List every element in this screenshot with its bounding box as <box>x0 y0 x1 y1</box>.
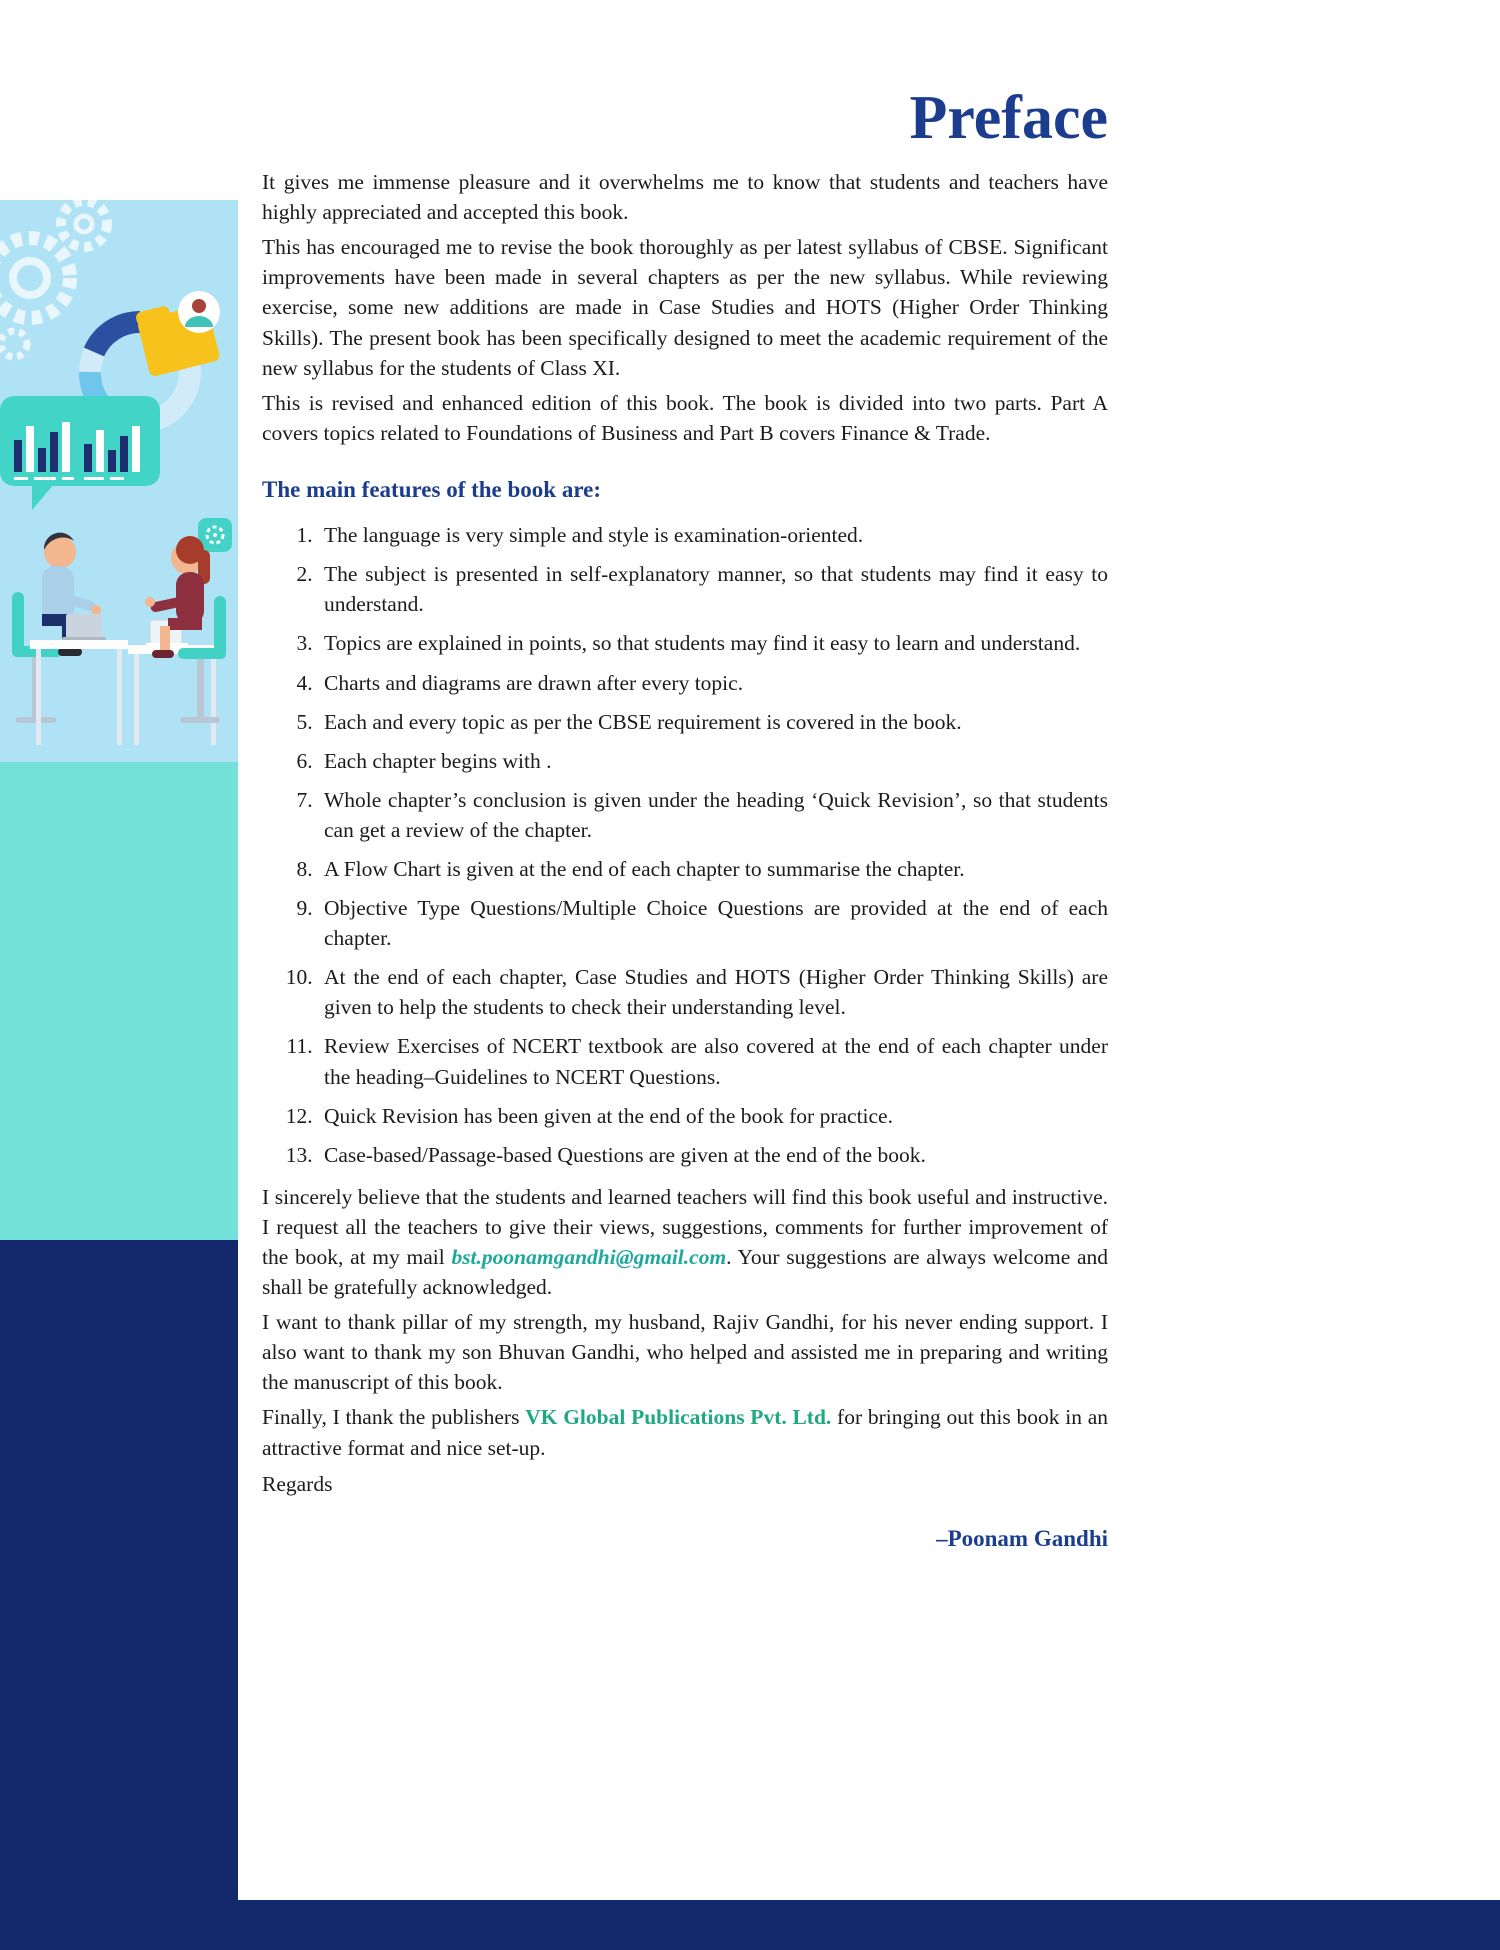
sidebar-navy-band <box>0 1240 238 1950</box>
author-signature: –Poonam Gandhi <box>936 1525 1108 1551</box>
feature-item-7: 7. Whole chapter’s conclusion is given under the heading ‘Quick Revision’, so that students can get a review of the chapter. <box>318 785 1108 845</box>
sidebar-turquoise-band <box>0 762 238 1240</box>
feature-item-9: 9. Objective Type Questions/Multiple Choice Questions are provided at the end of each chapter. <box>318 893 1108 953</box>
feature-item-5: 5. Each and every topic as per the CBSE requirement is covered in the book. <box>318 707 1108 737</box>
intro-paragraph-3: This is revised and enhanced edition of this book. The book is divided into two parts. Part A covers topics related to Foundations of Business and Part B covers Finance & Trade. <box>262 390 1108 445</box>
feature-item-8: 8. A Flow Chart is given at the end of each chapter to summarise the chapter. <box>318 854 1108 884</box>
decorative-sidebar <box>0 0 238 1950</box>
closing-paragraph-3 <box>262 1402 1108 1462</box>
speech-bubble-bar-chart <box>0 396 160 510</box>
closing-p3-before: Finally, I thank the publishers <box>262 1405 526 1430</box>
feature-item-11: 11. Review Exercises of NCERT textbook are also covered at the end of each chapter under the heading–Guidelines to NCERT Questions. <box>318 1031 1108 1091</box>
features-heading: The main features of the book are: <box>262 476 602 502</box>
bottom-navy-band <box>0 1900 1500 1950</box>
feature-item-1: 1. The language is very simple and style is examination-oriented. <box>318 520 1108 550</box>
office-illustration <box>0 200 238 762</box>
closing-p1-after: . Your suggestions are always welcome and shall be gratefully acknowledged. <box>262 1245 1109 1300</box>
intro-paragraph-1: It gives me immense pleasure and it overwhelms me to know that students and teachers have highly appreciated and accepted this book. <box>262 170 1108 225</box>
regards-text: Regards <box>262 1471 333 1496</box>
features-list <box>262 520 1108 1170</box>
preface-content <box>262 86 1108 1555</box>
feature-item-13: 13. Case-based/Passage-based Questions are given at the end of the book. <box>318 1140 1108 1170</box>
people-working-illustration <box>12 518 232 745</box>
closing-paragraph-2: I want to thank pillar of my strength, my husband, Rajiv Gandhi, for his never ending support. I also want to thank my son Bhuvan Gandhi, who helped and assisted me in preparing and writing the manuscript of this book. <box>262 1310 1108 1395</box>
intro-paragraph-2: This has encouraged me to revise the book thoroughly as per latest syllabus of CBSE. Significant improvements have been made in several chapters as per the new syllabus. While reviewing exercise, some new additions are made in Case Studies and HOTS (Higher Order Thinking Skills). The present book has been specifically designed to meet the academic requirement of the new syllabus for the students of Class XI. <box>262 235 1108 380</box>
feature-item-2: 2. The subject is presented in self-explanatory manner, so that students may find it easy to understand. <box>318 559 1108 619</box>
feature-item-3: 3. Topics are explained in points, so that students may find it easy to learn and understand. <box>318 628 1108 658</box>
closing-p1-before: I sincerely believe that the students and learned teachers will find this book useful and instructive. I request all the teachers to give their views, suggestions, comments for further improvement of the book, at my mail <box>262 1184 1108 1269</box>
feature-item-10: 10. At the end of each chapter, Case Studies and HOTS (Higher Order Thinking Skills) are given to help the students to check their understanding level. <box>318 962 1108 1022</box>
closing-paragraph-1 <box>262 1182 1108 1302</box>
gears-icon <box>0 201 107 357</box>
publisher-name: VK Global Publications Pvt. Ltd. <box>525 1405 832 1430</box>
closing-p3-after: for bringing out this book in an attractive format and nice set-up. <box>262 1405 1109 1460</box>
feature-item-4: 4. Charts and diagrams are drawn after every topic. <box>318 668 1108 698</box>
email-link[interactable]: bst.poonamgandhi@gmail.com <box>451 1245 727 1269</box>
feature-item-12: 12. Quick Revision has been given at the end of the book for practice. <box>318 1101 1108 1131</box>
page-title: Preface <box>909 84 1108 152</box>
avatar-icon <box>178 291 220 333</box>
feature-item-6: 6. Each chapter begins with . <box>318 746 1108 776</box>
